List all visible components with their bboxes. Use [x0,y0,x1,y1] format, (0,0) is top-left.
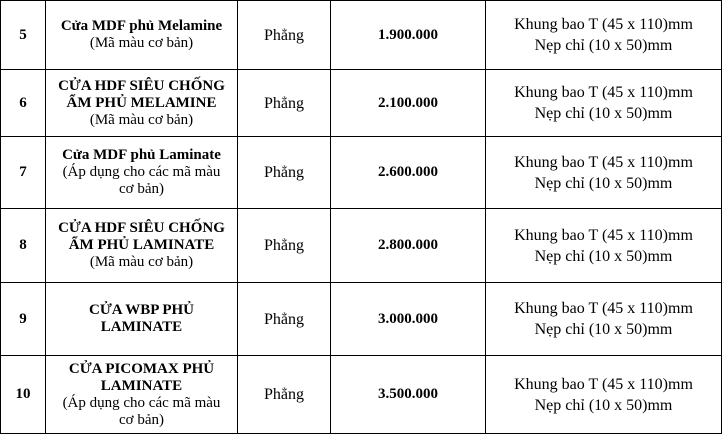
price: 3.000.000 [331,283,486,356]
price: 2.600.000 [331,137,486,209]
trim-spec: Nẹp chỉ (10 x 50)mm [534,105,673,122]
product-note: (Mã màu cơ bản) [89,35,194,51]
row-number: 10 [1,356,46,434]
product-cell [46,209,238,283]
frame-spec: Khung bao T (45 x 110)mm [514,84,693,101]
product-note-line-1: (Áp dụng cho các mã màu [62,164,221,180]
table-row [1,70,722,137]
frame-spec: Khung bao T (45 x 110)mm [514,226,693,244]
product-cell [46,283,238,356]
price: 2.800.000 [331,209,486,283]
table-row [1,1,722,70]
product-cell [46,1,238,70]
trim-spec: Nẹp chỉ (10 x 50)mm [534,174,673,192]
product-cell [46,356,238,434]
product-name-line-1: CỬA HDF SIÊU CHỐNG [58,77,225,94]
table-row [1,356,722,434]
product-name-line-2: LAMINATE [100,377,183,394]
spec-cell [486,209,722,283]
trim-spec: Nẹp chỉ (10 x 50)mm [534,321,673,338]
surface-type: Phẳng [238,70,331,137]
frame-spec: Khung bao T (45 x 110)mm [514,375,693,393]
product-name-line-2: ẨM PHỦ LAMINATE [68,237,215,253]
product-note: (Mã màu cơ bản) [89,111,194,128]
product-note: (Mã màu cơ bản) [89,254,194,270]
frame-spec: Khung bao T (45 x 110)mm [514,153,693,171]
trim-spec: Nẹp chỉ (10 x 50)mm [534,396,673,414]
surface-type: Phẳng [238,283,331,356]
surface-type: Phẳng [238,356,331,434]
price: 2.100.000 [331,70,486,137]
product-name-line-2: ẨM PHỦ MELAMINE [66,94,217,111]
spec-cell [486,70,722,137]
product-name: Cửa MDF phủ Melamine [60,18,223,34]
price: 3.500.000 [331,356,486,434]
table-row [1,137,722,209]
spec-cell [486,137,722,209]
table-row [1,209,722,283]
row-number: 8 [1,209,46,283]
frame-spec: Khung bao T (45 x 110)mm [514,16,693,33]
row-number: 6 [1,70,46,137]
product-cell [46,137,238,209]
table-row [1,283,722,356]
product-name-line-1: CỬA HDF SIÊU CHỐNG [58,220,225,236]
price: 1.900.000 [331,1,486,70]
surface-type: Phẳng [238,1,331,70]
row-number: 9 [1,283,46,356]
surface-type: Phẳng [238,209,331,283]
trim-spec: Nẹp chỉ (10 x 50)mm [534,37,673,54]
product-cell [46,70,238,137]
surface-type: Phẳng [238,137,331,209]
spec-cell [486,1,722,70]
product-name-line-1: CỬA PICOMAX PHỦ [68,360,215,377]
trim-spec: Nẹp chỉ (10 x 50)mm [534,247,673,265]
product-name-line-1: CỬA WBP PHỦ [88,302,194,318]
spec-cell [486,283,722,356]
product-note-line-2: cơ bản) [119,181,164,197]
product-note-line-2: cơ bản) [119,411,164,428]
row-number: 7 [1,137,46,209]
row-number: 5 [1,1,46,70]
product-note-line-1: (Áp dụng cho các mã màu [62,394,221,411]
frame-spec: Khung bao T (45 x 110)mm [514,300,693,317]
product-name: Cửa MDF phủ Laminate [62,147,221,163]
product-name-line-2: LAMINATE [100,319,183,335]
spec-cell [486,356,722,434]
